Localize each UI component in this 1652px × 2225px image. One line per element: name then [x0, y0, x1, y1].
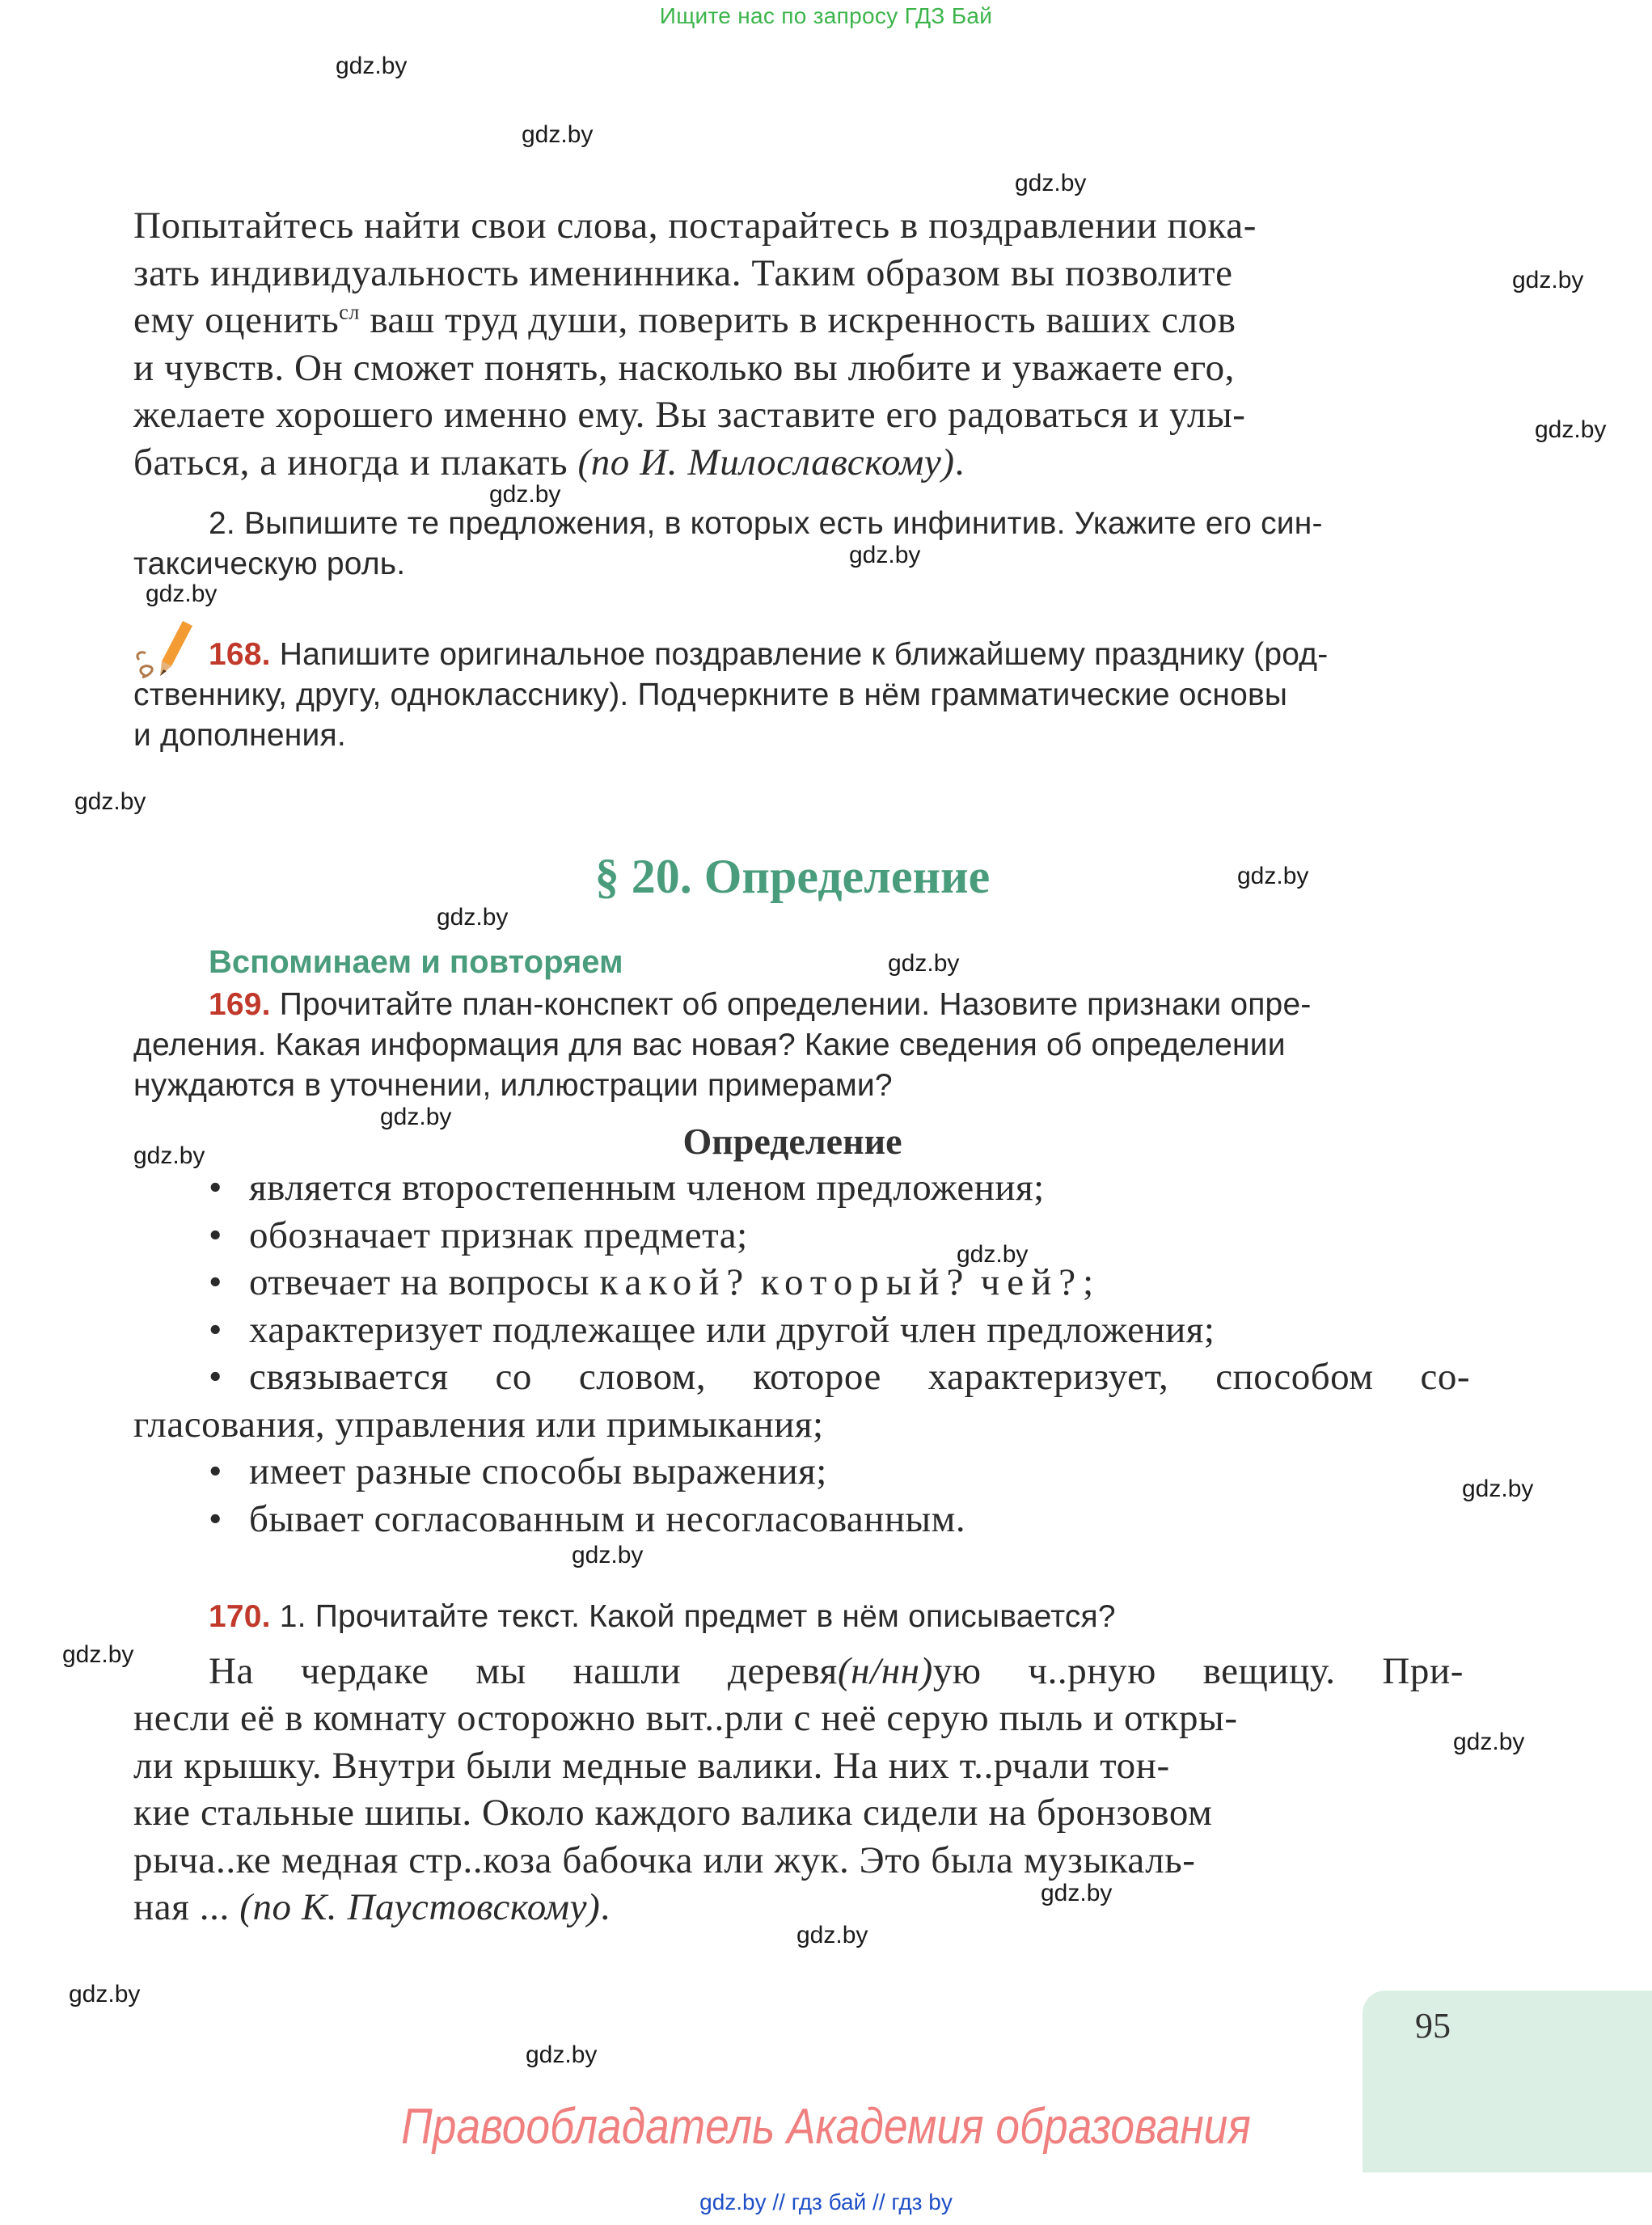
- top-banner[interactable]: Ищите нас по запросу ГДЗ Бай: [659, 3, 993, 28]
- task-168-cont: ственнику, другу, однокласснику). Подчеркните в нём грамматические основы и дополнения.: [133, 678, 1288, 753]
- watermark: gdz.by: [526, 2041, 598, 2068]
- watermark: gdz.by: [1535, 416, 1607, 443]
- watermark: gdz.by: [336, 53, 408, 79]
- watermark: gdz.by: [380, 1104, 452, 1130]
- watermark: gdz.by: [489, 481, 561, 508]
- list-item: • характеризует подлежащее или другой член предложения;: [209, 1308, 1215, 1351]
- watermark: gdz.by: [1462, 1476, 1534, 1502]
- watermark: gdz.by: [888, 950, 960, 977]
- copyright-notice: Правообладатель Академия образования: [401, 2099, 1251, 2155]
- watermark: gdz.by: [146, 581, 218, 607]
- watermark: gdz.by: [1512, 267, 1584, 293]
- list-item: • бывает согласованным и несогласованным.: [209, 1497, 966, 1540]
- text-170: несли её в комнату осторожно выт..рли с неё серую пыль и откры- ли крышку. Внутри были медные валики. На них т..рчали тон- кие стальные шипы. Около каждого валика сидели на бронзовом рыча..ке медная стр..коза бабочка или жук. Это была музыкаль- ная ... (по К. Паустовскому).: [133, 1697, 1238, 1928]
- watermark: gdz.by: [1041, 1880, 1113, 1906]
- task-169: 169. Прочитайте план-конспект об определении. Назовите признаки опре-: [209, 987, 1312, 1022]
- watermark: gdz.by: [957, 1241, 1029, 1268]
- section-title: § 20. Определение: [594, 850, 991, 903]
- list-item: • является второстепенным членом предложения;: [209, 1167, 1045, 1209]
- watermark: gdz.by: [69, 1981, 141, 2008]
- watermark: gdz.by: [1015, 170, 1087, 196]
- text-170-first-line: На чердаке мы нашли деревя(н/нн)ую ч..рную вещицу. При-: [209, 1650, 1464, 1692]
- definition-list-2: [209, 1448, 965, 1543]
- task-168: 168. Напишите оригинальное поздравление к ближайшему празднику (род-: [209, 637, 1329, 672]
- task-170: 170. 1. Прочитайте текст. Какой предмет в нём описывается?: [209, 1599, 1116, 1634]
- watermark: gdz.by: [62, 1641, 134, 1668]
- watermark: gdz.by: [522, 121, 594, 148]
- list-item-continuation: гласования, управления или примыкания;: [133, 1404, 824, 1446]
- list-item: • отвечает на вопросы какой? который? чей?;: [209, 1261, 1094, 1303]
- bottom-links[interactable]: gdz.by // гдз бай // гдз by: [699, 2189, 953, 2214]
- watermark: gdz.by: [1453, 1729, 1525, 1755]
- task-169-cont: деления. Какая информация для вас новая? Какие сведения об определении нуждаются в уточнении, иллюстрации примерами?: [133, 1028, 1286, 1103]
- watermark: gdz.by: [74, 788, 146, 815]
- task-number: 168.: [209, 637, 271, 672]
- task-167-2-cont: таксическую роль.: [133, 547, 406, 581]
- remember-heading: Вспоминаем и повторяем: [209, 944, 623, 980]
- watermark: gdz.by: [796, 1922, 868, 1948]
- watermark: gdz.by: [849, 542, 921, 568]
- page-number: 95: [1415, 2006, 1451, 2046]
- task-number: 169.: [209, 987, 271, 1022]
- task-167-2: 2. Выпишите те предложения, в которых есть инфинитив. Укажите его син-: [209, 506, 1323, 541]
- watermark: gdz.by: [1237, 863, 1309, 889]
- definition-list: [209, 1164, 1470, 1401]
- watermark: gdz.by: [133, 1142, 205, 1169]
- watermark: gdz.by: [572, 1542, 644, 1568]
- list-item: • обозначает признак предмета;: [209, 1214, 748, 1256]
- definition-title: Определение: [682, 1121, 902, 1162]
- watermark: gdz.by: [437, 904, 509, 931]
- list-item: • имеет разные способы выражения;: [209, 1450, 827, 1492]
- exercise-167-text: Попытайтесь найти свои слова, постарайтесь в поздравлении пока- зать индивидуальность именинника. Таким образом вы позволите ему оценить$^{сл}$ ваш труд души, поверить в искренность ваших слов и чувств. Он сможет понять, насколько вы любите и уважаете его, желаете хорошего именно ему. Вы заставите его радоваться и улы- баться, а иногда и плакать (по И. Милославскому).: [133, 205, 1257, 483]
- task-number: 170.: [209, 1599, 271, 1634]
- list-item: • связывается со словом, которое характеризует, способом со-: [209, 1356, 1470, 1398]
